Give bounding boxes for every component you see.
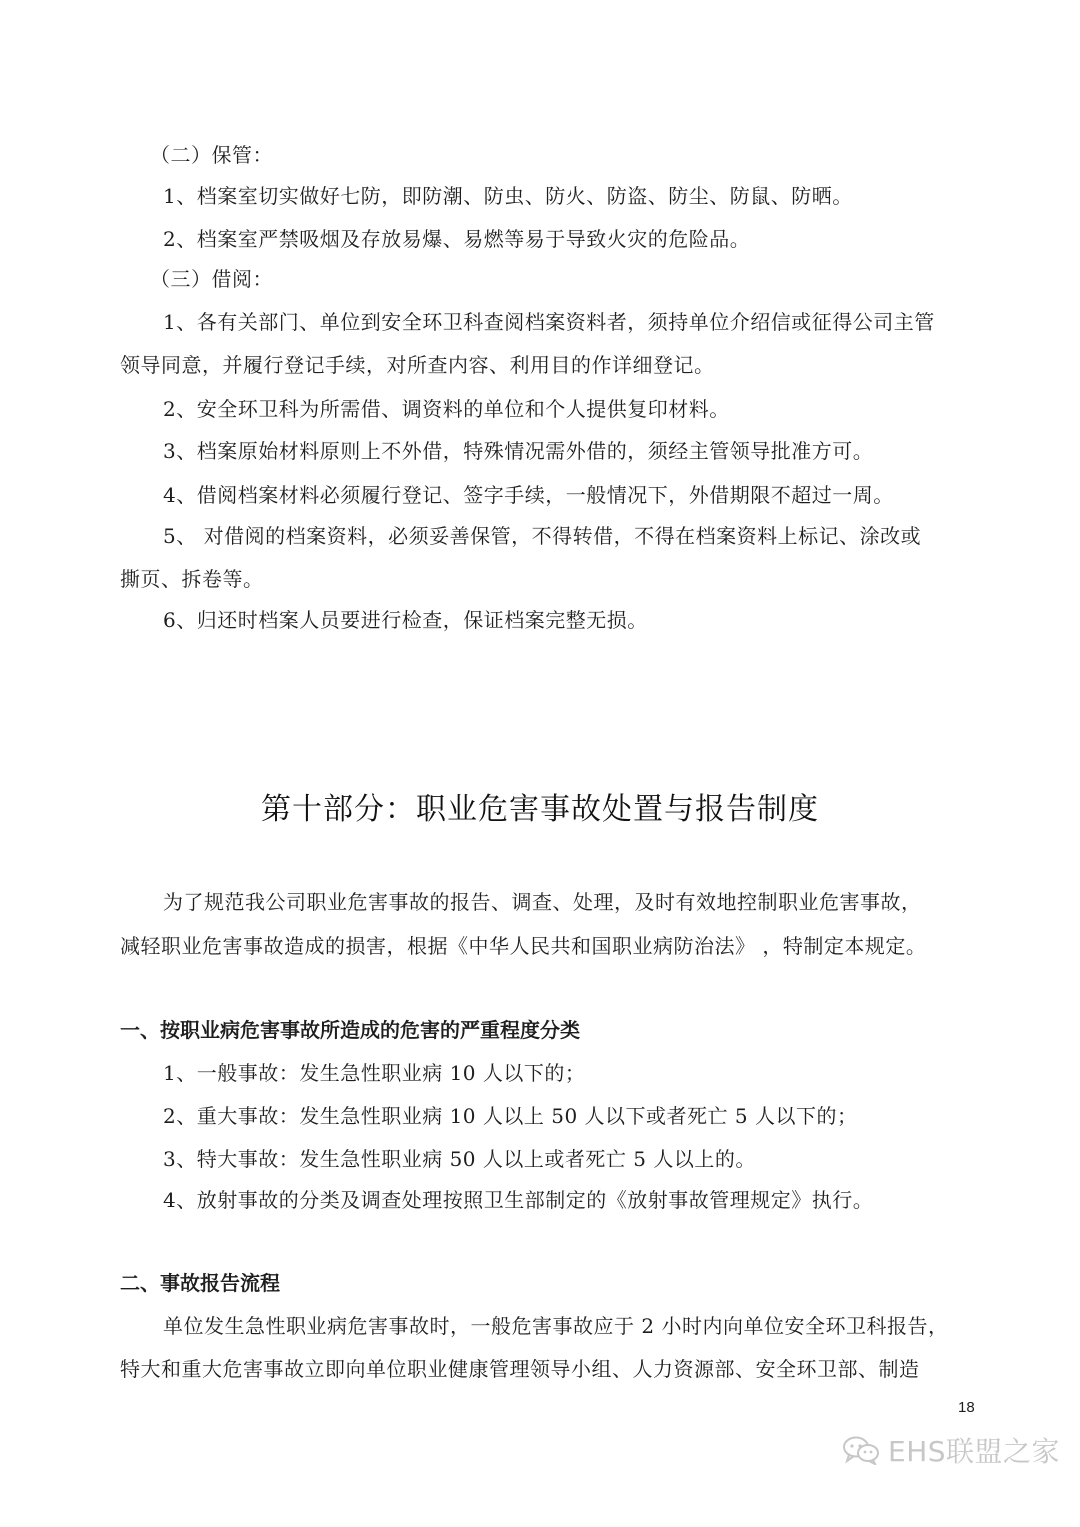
heading-classification: 一、按职业病危害事故所造成的危害的严重程度分类 bbox=[120, 1018, 580, 1042]
intro-line-1: 为了规范我公司职业危害事故的报告、调查、处理，及时有效地控制职业危害事故， bbox=[163, 890, 922, 914]
classification-item-1: 1、一般事故：发生急性职业病 10 人以下的； bbox=[163, 1061, 586, 1085]
borrowing-item-5-continued: 撕页、拆卷等。 bbox=[120, 567, 264, 591]
watermark bbox=[842, 1430, 1060, 1470]
part-title: 第十部分：职业危害事故处置与报告制度 bbox=[261, 792, 819, 827]
report-line-1: 单位发生急性职业病危害事故时，一般危害事故应于 2 小时内向单位安全环卫科报告， bbox=[163, 1314, 949, 1338]
section-label-borrowing: （三）借阅： bbox=[150, 267, 273, 291]
classification-item-4: 4、放射事故的分类及调查处理按照卫生部制定的《放射事故管理规定》执行。 bbox=[163, 1188, 874, 1212]
intro-line-2: 减轻职业危害事故造成的损害，根据《中华人民共和国职业病防治法》 ，特制定本规定。 bbox=[120, 934, 927, 958]
report-line-2: 特大和重大危害事故立即向单位职业健康管理领导小组、人力资源部、安全环卫部、制造 bbox=[120, 1357, 920, 1381]
storage-item-2: 2、档案室严禁吸烟及存放易爆、易燃等易于导致火灾的危险品。 bbox=[163, 227, 751, 251]
heading-report-process: 二、事故报告流程 bbox=[120, 1271, 280, 1295]
storage-item-1: 1、档案室切实做好七防，即防潮、防虫、防火、防盗、防尘、防鼠、防晒。 bbox=[163, 184, 853, 208]
page-number: 18 bbox=[958, 1399, 975, 1416]
wechat-icon bbox=[842, 1435, 880, 1465]
section-label-storage: （二）保管： bbox=[150, 143, 273, 167]
borrowing-item-1-continued: 领导同意，并履行登记手续，对所查内容、利用目的作详细登记。 bbox=[120, 353, 715, 377]
borrowing-item-3: 3、档案原始材料原则上不外借，特殊情况需外借的，须经主管领导批准方可。 bbox=[163, 439, 874, 463]
borrowing-item-5: 5、 对借阅的档案资料，必须妥善保管，不得转借，不得在档案资料上标记、涂改或 bbox=[163, 524, 922, 548]
classification-item-2: 2、重大事故：发生急性职业病 10 人以上 50 人以下或者死亡 5 人以下的； bbox=[163, 1104, 858, 1128]
borrowing-item-1: 1、各有关部门、单位到安全环卫科查阅档案资料者，须持单位介绍信或征得公司主管 bbox=[163, 310, 935, 334]
borrowing-item-6: 6、归还时档案人员要进行检查，保证档案完整无损。 bbox=[163, 608, 648, 632]
classification-item-3: 3、特大事故：发生急性职业病 50 人以上或者死亡 5 人以上的。 bbox=[163, 1147, 756, 1171]
watermark-text: EHS联盟之家 bbox=[888, 1435, 1061, 1468]
borrowing-item-4: 4、借阅档案材料必须履行登记、签字手续，一般情况下，外借期限不超过一周。 bbox=[163, 483, 894, 507]
borrowing-item-2: 2、安全环卫科为所需借、调资料的单位和个人提供复印材料。 bbox=[163, 397, 730, 421]
